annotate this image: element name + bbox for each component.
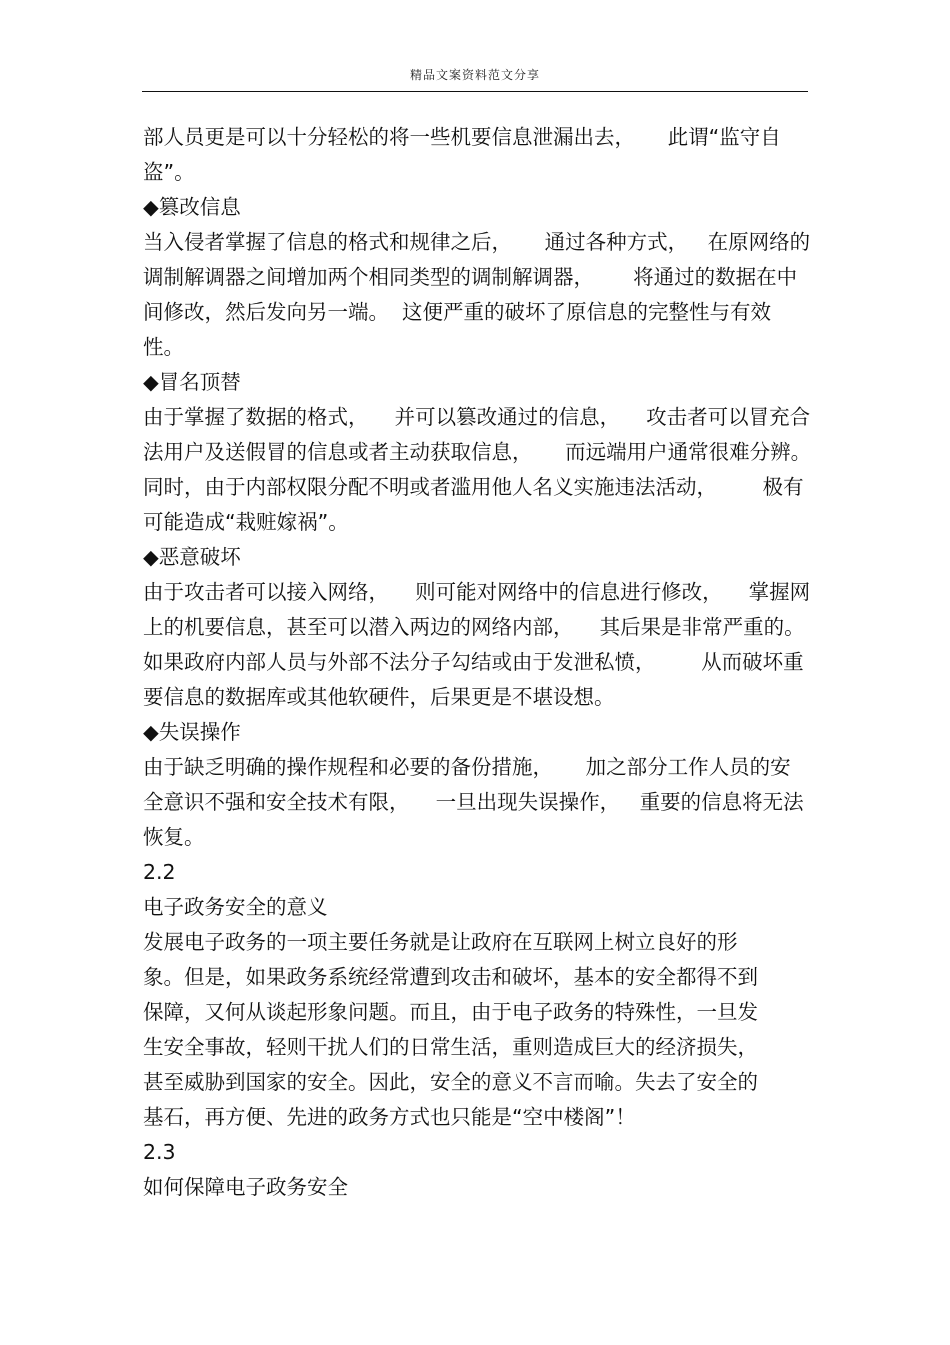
body-line: 保障，又何从谈起形象问题。而且，由于电子政务的特殊性，一旦发	[143, 1000, 758, 1024]
body-line: 生安全事故，轻则干扰人们的日常生活，重则造成巨大的经济损失，	[143, 1035, 758, 1059]
section-heading-operation-error: ◆失误操作	[143, 720, 241, 744]
body-line: 法用户及送假冒的信息或者主动获取信息， 而远端用户通常很难分辨。	[143, 440, 812, 464]
body-line: 性。	[143, 335, 184, 359]
body-line: 基石，再方便、先进的政务方式也只能是“空中楼阁”！	[143, 1105, 636, 1129]
body-line: 部人员更是可以十分轻松的将一些机要信息泄漏出去， 此谓“监守自	[143, 125, 781, 149]
body-line: 发展电子政务的一项主要任务就是让政府在互联网上树立良好的形	[143, 930, 738, 954]
body-line: 间修改，然后发向另一端。 这便严重的破坏了原信息的完整性与有效	[143, 300, 772, 324]
section-title-2-2: 电子政务安全的意义	[143, 895, 328, 919]
section-number-2-2: 2.2	[143, 860, 176, 884]
body-line: 甚至威胁到国家的安全。因此，安全的意义不言而喻。失去了安全的	[143, 1070, 758, 1094]
body-line: 象。但是，如果政务系统经常遭到攻击和破坏，基本的安全都得不到	[143, 965, 758, 989]
section-heading-tampering: ◆篡改信息	[143, 195, 241, 219]
body-line: 恢复。	[143, 825, 205, 849]
document-body	[143, 120, 813, 1205]
section-heading-malicious-damage: ◆恶意破坏	[143, 545, 241, 569]
body-line: 全意识不强和安全技术有限， 一旦出现失误操作， 重要的信息将无法	[143, 790, 804, 814]
body-line: 如果政府内部人员与外部不法分子勾结或由于发泄私愤， 从而破坏重	[143, 650, 804, 674]
page-header: 精品文案资料范文分享	[409, 68, 540, 82]
body-line: 由于攻击者可以接入网络， 则可能对网络中的信息进行修改， 掌握网	[143, 580, 811, 604]
body-line: 由于掌握了数据的格式， 并可以篡改通过的信息， 攻击者可以冒充合	[143, 405, 811, 429]
section-number-2-3: 2.3	[143, 1140, 176, 1164]
body-line: 要信息的数据库或其他软硬件，后果更是不堪设想。	[143, 685, 615, 709]
body-line: 当入侵者掌握了信息的格式和规律之后， 通过各种方式， 在原网络的	[143, 230, 811, 254]
body-line: 可能造成“栽赃嫁祸”。	[143, 510, 349, 534]
body-line: 上的机要信息，甚至可以潜入两边的网络内部， 其后果是非常严重的。	[143, 615, 805, 639]
section-title-2-3: 如何保障电子政务安全	[143, 1175, 348, 1199]
section-heading-impersonation: ◆冒名顶替	[143, 370, 241, 394]
body-line: 盗”。	[143, 160, 195, 184]
body-line: 由于缺乏明确的操作规程和必要的备份措施， 加之部分工作人员的安	[143, 755, 791, 779]
body-line: 调制解调器之间增加两个相同类型的调制解调器， 将通过的数据在中	[143, 265, 798, 289]
body-line: 同时，由于内部权限分配不明或者滥用他人名义实施违法活动， 极有	[143, 475, 804, 499]
header-divider	[142, 91, 808, 92]
